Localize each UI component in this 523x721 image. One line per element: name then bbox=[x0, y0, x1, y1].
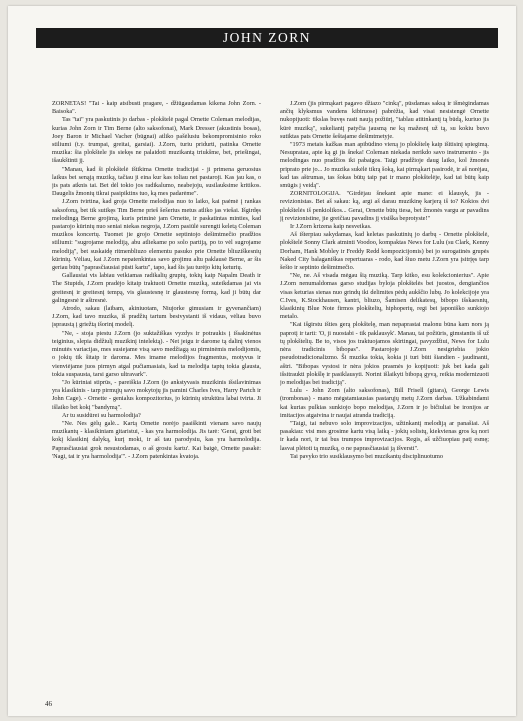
paragraph: "Ne. Nes gėlų galė... Kartą Ornette norėjo paaiškinti vienam savo naujų muzikantų - klasikiniam gitaristui, - kas yra harmolodija. Jis tarė: 'Gerai, groti bet kokį klasikinį dalyką, kurį moki, ir aš tau parodysiu, kas yra harmolodija. Paprasčiausiai grok nesustodamas, o aš grosiu kartu'. Kai baigė, Ornette pasakė: 'Nagi, tai ir yra harmolodija'". - J.Zorn patenkintas kvatoja. bbox=[52, 419, 261, 460]
page-title: JOHN ZORN bbox=[222, 30, 312, 45]
paragraph: "Ne, ne. Aš visada mėgau šią muziką. Tarp kitko, esu kolekcionierius". Apie J.Zorn nenumaldomas garso studijas byloja plokštelės bei juostos, dengiančios visas keturias sienas nuo grindų iki delimites pėdų aukščio lubų. Jo kolekcijoje yra C.Ives, K.Stockhausen, kantri, bliuzo, Šamisen delikatesų, bibopo išskaesnių, klasikinių Blue Note firmos plokštelių, hiphoperių, regi bei japoniško sunkiojo metalo. bbox=[280, 272, 489, 321]
paragraph: Tas "tai" yra paskutinis jo darbas - plokštelė pagal Ornette Coleman melodijas, kurias John Zorn ir Tim Berne (alto saksofonai), Mark Dresser (akustinis bosas), Joey Baron ir Michael Vacher (būgnai) atliko pašėlusiu bekompromisinio roko stiliumi (t.y. trumpai, greitai, garsiai). J.Zorn, turiu pridurti, patinka Ornette muzika: šia plokštele jis siekęs ne palaidoti muzikantą triukšme, bet, priešingai, išaukštinti jį. bbox=[52, 116, 261, 165]
paragraph: "Taigi, tai nebuvo solo improvizacijos, užtinkantį melodiją ar panašiai. Aš pasakiau: visi mes grosime kartu visą laiką - jokių solistų, kiekvienas gros ką nori ir kada nori, ir tai bus trumpos improvizacijos. Regis, aš užčiuopiau patį esmę; lasvai plėtoti tą muziką, o ne paprasčiausiai ją išversti". bbox=[280, 419, 489, 452]
paragraph: Lulu - John Zorn (alto saksofonas), Bill Frisell (gitara), George Lewis (trombonas) - mano mėgstamiausias pastarųjų metų J.Zorn darbas. Užkabindami kai kurias pulkias sunkiojo bopo melodijas, J.Zorn ir jo bičiuliai be ironijos ar imitacijos atgaivina ir naujai atranda tradiciją. bbox=[280, 387, 489, 419]
magazine-page bbox=[8, 6, 516, 716]
paragraph: "Kai išgirstu išties gerą plokštelę, man nepaprastai malonu būna kam nors ją paprotį ir tarti: 'O, ji nuostabi - tik paklausyk'. Manau, tai požiūris, gimstantis iš už tų plokštelių. Be to, visos jos traktuojamos skirtingai, pavyzdžiui, News for Lulu nėra tradicinis bibopas". Pastarojoje J.Zorn nesigriebia jokio pseudotradicionalizmo. Ši muzika tokia, kokia ji turi būti šiandien - jaudinanti, aštri. "Bibopas vystosi ir nėra jokios prasmės jo kopijuoti: juk bet kada gali išsitraukti plokšlę ir pasiklausyti. Norint išlaikyti bibopą gyvą, reikia modernizuoti jo melodijas bei tradiciją". bbox=[280, 321, 489, 386]
paragraph: Atrodo, sakau (laibam, akiniuotam, Niujorke gimusiam ir gyvenančiam) J.Zorn, kad tavo muzika, iš pradžių tartum besivystanti iš vidaus, vėliau buvo įspraustą į griežtą išorinį modelį. bbox=[52, 305, 261, 329]
left-column bbox=[52, 100, 261, 698]
paragraph: Gallausiai vis labiau veikiamas radikalių grupių, tokių kaip Napalm Death ir The Stupids, J.Zorn pradėjo kitaip traktuoti Ornette muziką, suteikdamas jai vis greitesnį ir greitesnį tempą, vis glaustesnę ir glaustesnę formą, kad ji būtų dar galingesnė ir aštresnė. bbox=[52, 272, 261, 304]
paragraph: Ir J.Zorn krizena kaip nesveikas. bbox=[290, 223, 372, 231]
paragraph: "Ne, - stoja piestu J.Zorn (jo suktažiškas vyzdys ir potraukis į išsakinėtus teiginius, slepia didžiulį muzikinį intelektą). - Net jeigu ir darome tą dalinį vienos minutės variacijas, mes susiejame visą savo medžiagą su pirminėmis melodijomis, o jokių tik šitaip ir daroma. Mes imame melodijos fragmentus, motyvus ir vienviėjame juos pirmyn atgal pučiamasiais, kad ta melodija taptų tokia glausta, tokia suspausta, tarsi garso ultravark". bbox=[52, 329, 261, 378]
paragraph: ZORNETAS! "Tai - kaip atsibusti pragare, - džiūgaudamas kikena John Zorn. - Baisoka". bbox=[52, 100, 261, 116]
paragraph: "Jo kūriniai stiprūs, - pareiškia J.Zorn (jo ankstyvasis muzikinis išsilavinimas yra klasikinis - tarp pirmųjų savo mokytojų jis pamini Charles Ives, Harry Partch ir John Cage). - Ornette - genialus kompozitorius, jo kūrinių struktūra labai tvirta. Ji išlaiko bet kokį "bandymą". bbox=[52, 378, 261, 411]
paragraph: "1973 metais kažkas man apibūdino vieną jo plokštelę kaip išitisinį spiegimą. Nesupratau, apie ką gi jis šneka! Coleman niekada nerikdo savo instrumento - jis melodingas nuo pradžios iki pabaigos. Taigi pradžioje daug laiko, kol žmonės priprato prie jo... Jo muzika sukėlė tikrą šoką, kai pirmąkart pasirodė, ir aš norėjau, kad tas aštrumas, tas šokas būtų taip pat ir mano plokštelėje, kad tai būtų kaip smūgis į veidą". bbox=[280, 141, 489, 190]
page-number: 46 bbox=[45, 700, 52, 708]
right-column bbox=[280, 100, 489, 698]
paragraph: J.Zorn (jis pirmąkart pagavo džiazo "cinką", pūsdamas saksą ir išmėgindamas ančių klyksmus vandens kibiruose) pabrėžia, kad visai nesistengė Ornette nukopijuoti: tikslas buvęs rasti naują požiūrį, "tablau atitinkantį tą būdą, kuriuo jis kūrė muziką", sukeliantį patyčia jausmą ne ką mažesnį už tą, su kokiu buvo sutiktas pats Ornette šeštajame dešimtmetyje. bbox=[280, 100, 489, 140]
paragraph: Tai pavyko trio susiklausymo bei muzikantų disciplinuotumo bbox=[290, 452, 444, 460]
header-banner bbox=[36, 28, 498, 48]
paragraph: ZORNITOLOGIJA. "Girdėjau šnekant apie mane: ei klausyk, jis - revizionistas. Bet aš sakau: ką, argi aš darau muzikinę karjerą iš to? Kokios dvi plokštelės iš penkiolikos... Gerai, Ornette būtų tiesa, bet žmonės vargu ar pavadins jį revizionistine, jie greičiau pavadins jį visiška beprotyste!" bbox=[280, 190, 489, 222]
paragraph: "Manau, kad ši plokštelė ištikima Ornette tradicijai - ji primena geruosius laikus bei senąją muziką, tačiau ji eina kur kas toliau nei pastaroji. Kas jau kas, o jis pats atknis tai. Bet dėl tokio jos radikalumo, neabejoju, susilauksime kritikos. Daugelis žmonių tikrai pasipiktins tuo, ką mes padarėme". bbox=[52, 165, 261, 198]
paragraph: J.Zorn tvirtina, kad groja Ornette melodijas nuo to laiko, kai paėmė į rankas saksofoną, bet tik sutikęs Tim Berne prieš šešerius metus atliko jas viešai. Išgirdęs melodingą Berne grojimą, kuris priminė jam Ornette, ir paskatintas minties, kad pastarojo kūrinių nuo seniai niekas negroja, J.Zorn pasiūlė surengti keletą Coleman muzikos koncertų. Tuomet jie grojo Ornette septintojo dešimtmečio pradžios stiliumi: "sugrojame melodiją, abu atliekame po solo partiją, po to vėl sugrojame melodiją", bet suskaidę ritmenbliuzo elementu pasuko prie Ornette bliuziškesnių kūrinių. Vėliau, kai J.Zorn nepatenkintas savo grojimu altu paklausė Berne, ar šis geriau būtų "paprasčiausiai pūsti kartu", tapo, kad šis jau turėjo kitų keturių. bbox=[52, 198, 261, 272]
paragraph: Aš išterpiau sakydamas, kad keletas paskutinių jo darbų - Ornette plokštelė, plokštelė Sonny Clark atminti Voodoo, kompaktas News for Lulu (su Clark, Kenny Dorham, Hank Mobley ir Freddy Redd kompozicijomis) bei jo surogatinės grupės Naked City balaganiškas repertuaras - rodo, kad šiuo metu J.Zorn yra įsitrįęs tarp šešto ir septinto dešimtmečio. bbox=[280, 231, 489, 272]
paragraph: Ar tu susidūrei su harmolodija? bbox=[62, 411, 141, 419]
